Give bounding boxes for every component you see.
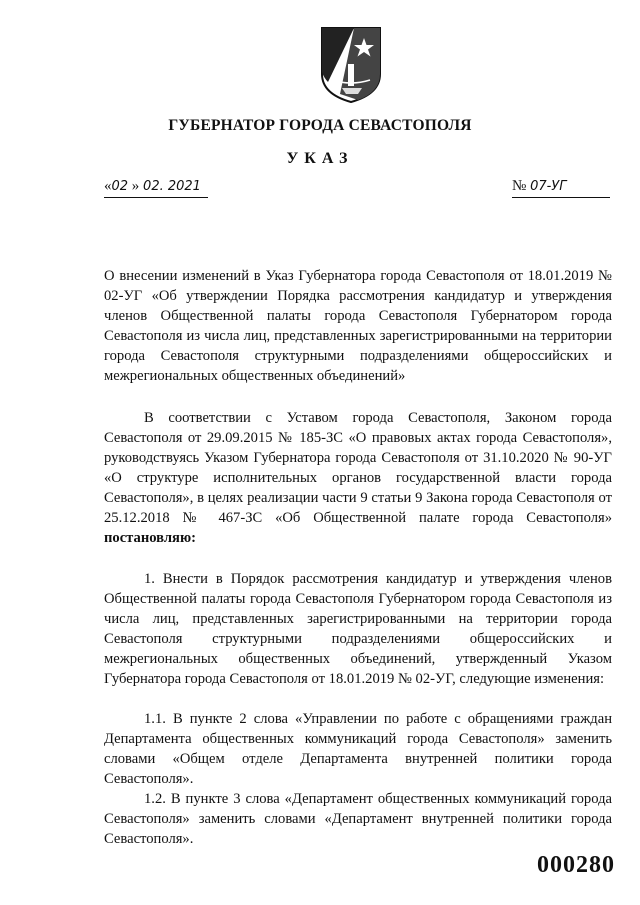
item-1: 1. Внести в Порядок рассмотрения кандидатур и утверждения членов Общественной палаты города Севастополя Губернатором города Севастополя из числа лиц, представленных зарегистрированными на территории города Севастополя структурными подразделениями общероссийских и межрегиональных общественных объединений, утвержденный Указом Губернатора города Севастополя от 18.01.2019 № 02-УГ, следующие изменения: (104, 571, 612, 687)
serial-number: 000280 (537, 852, 615, 878)
date-quote-close: » (128, 178, 144, 194)
coat-of-arms-icon (318, 22, 384, 104)
date-day: 02 (111, 179, 129, 194)
document-date (104, 178, 208, 198)
issuing-authority: ГУБЕРНАТОР ГОРОДА СЕВАСТОПОЛЯ (168, 117, 472, 134)
number-sign: № (512, 178, 527, 194)
item-1-2: 1.2. В пункте 3 слова «Департамент общественных коммуникаций города Севастополя» заменить словами «Департамент внутренней политики города Севастополя». (104, 791, 612, 847)
item-1-1: 1.1. В пункте 2 слова «Управлении по работе с обращениями граждан Департамента общественных коммуникаций города Севастополя» заменить словами «Общем отделе Департамента внутренней политики города Севастополя». (104, 711, 612, 787)
preamble-text: В соответствии с Уставом города Севастополя, Законом города Севастополя от 29.09.2015 № 185-ЗС «О правовых актах города Севастополя», руководствуясь Указом Губернатора города Севастополя от 31.10.2020 № 90-УГ «О структуре исполнительных органов государственной власти города Севастополя», в целях реализации части 9 статьи 9 Закона города Севастополя от 25.12.2018 № 467-ЗС «Об Общественной палате города Севастополя» (104, 410, 612, 526)
document-type: УКАЗ (286, 150, 354, 167)
number-value: 07-УГ (530, 179, 567, 194)
preamble-paragraph (104, 408, 612, 548)
document-title: О внесении изменений в Указ Губернатора города Севастополя от 18.01.2019 № 02-УГ «Об утверждении Порядка рассмотрения кандидатур и утверждения членов Общественной палаты города Севастополя Губернатором города Севастополя из числа лиц, представленных зарегистрированными на территории города Севастополя структурными подразделениями общероссийских и межрегиональных общественных объединений» (104, 268, 612, 384)
decree-word: постановляю: (104, 530, 196, 546)
date-month-year: 02. 2021 (143, 179, 201, 194)
document-number (512, 178, 610, 198)
date-quote-open: « (104, 178, 112, 194)
